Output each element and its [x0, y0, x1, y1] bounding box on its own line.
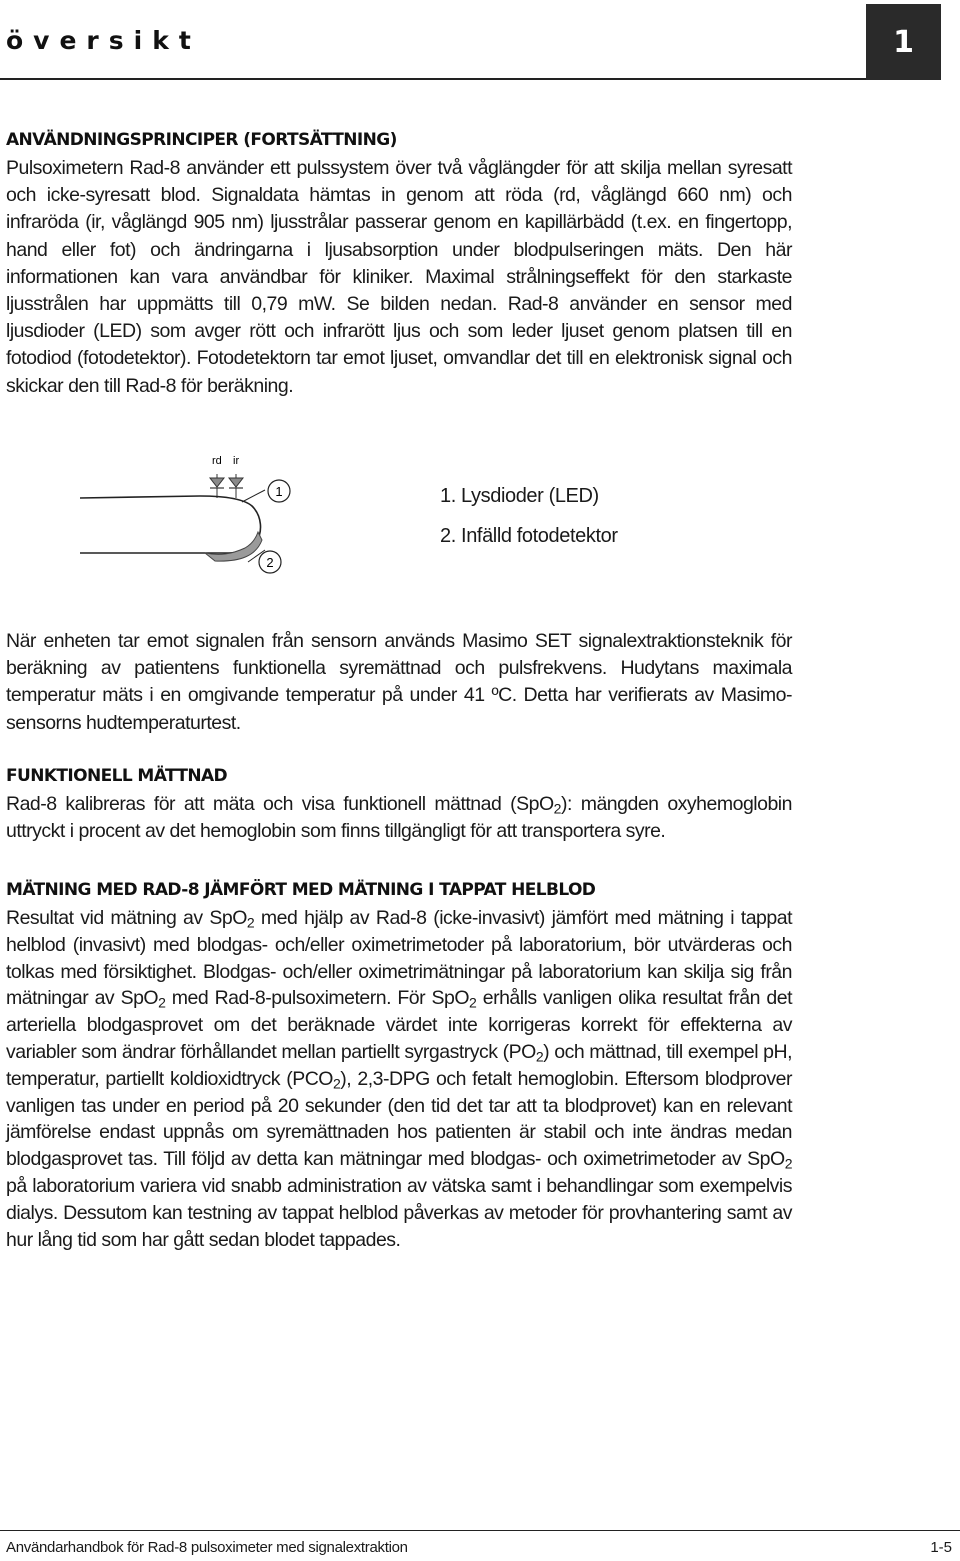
page-header: [0, 0, 960, 80]
chapter-number-badge: 1: [866, 4, 941, 80]
callout-1-label: 1: [275, 484, 283, 499]
section-functional-saturation: [6, 766, 792, 845]
signal-paragraph: När enheten tar emot signalen från sensorn används Masimo SET signalextraktionsteknik för beräkning av patientens funktionella syremättnad och pulsfrekvens. Hudytans maximala temperatur mäts i en omgivande temperatur på under 41 ºC. Detta har verifierats av Masimo-sensorns hudtemperaturtest.: [6, 630, 792, 734]
diagram-legend: [440, 485, 618, 565]
finger-outline: [80, 496, 261, 553]
diagram-label-rd: rd: [212, 455, 222, 467]
section-comparison: [6, 880, 792, 1253]
callout-2-label: 2: [266, 555, 274, 570]
comparison-paragraph: Resultat vid mätning av SpO$_2$ med hjälp av Rad-8 (icke-invasivt) jämfört med mätning i tappat helblod (invasivt) med blodgas- och/eller oximetrimetoder på laboratorium, bör utvärderas och tolkas med försiktighet. Blodgas- och/eller oximetrimätningar på laboratorium kan skilja sig från mätningar av SpO$_2$ med Rad-8-pulsoximetern. För SpO$_2$ erhålls vanligen olika resultat från det arteriella blodgasprovet om det beräknade värdet inte korrigeras korrekt för effekterna av variabler som ändrar förhållandet mellan partiellt syrgastryck $(PO_2)$ och mättnad, till exempel pH, temperatur, partiellt koldioxidtryck $(PCO_2)$, 2,3-DPG och fetalt hemoglobin. Eftersom blodprover vanligen tas under en period på 20 sekunder (den tid det tar att ta blodprovet) kan en relevant jämförelse endast uppnås om syremättnaden hos patienten är stabil och inte ändras medan blodgasprovet tas. Till följd av detta kan mätningar med blodgas- och oximetrimetoder av SpO$_2$ på laboratorium variera vid snabb administration av vätska samt i behandlingar som exempelvis dialys. Dessutom kan testning av tappat helblod påverkas av metoder för provhantering samt av hur lång tid som har gått sedan blodet tappades.: [6, 907, 792, 1251]
led-icon: [210, 474, 243, 498]
sensor-diagram: [80, 450, 320, 580]
functional-saturation-heading: FUNKTIONELL MÄTTNAD: [6, 766, 228, 786]
footer-manual-title: Användarhandbok för Rad-8 pulsoximeter med signalextraktion: [6, 1539, 408, 1556]
section-principles: [6, 130, 792, 400]
section-title: översikt: [6, 26, 201, 55]
principles-heading: ANVÄNDNINGSPRINCIPER (FORTSÄTTNING): [6, 130, 397, 150]
header-divider: [0, 78, 868, 80]
photodetector-icon: [205, 532, 262, 561]
footer-divider: [0, 1530, 960, 1531]
comparison-heading: MÄTNING MED RAD-8 JÄMFÖRT MED MÄTNING I TAPPAT HELBLOD: [6, 880, 596, 900]
footer-page-number: 1-5: [930, 1539, 952, 1556]
principles-paragraph: Pulsoximetern Rad-8 använder ett pulssystem över två våglängder för att skilja mellan syresatt och icke-syresatt blod. Signaldata hämtas in genom att röda (rd, våglängd 660 nm) och infraröda (ir, våglängd 905 nm) ljusstrålar passerar genom en kapillärbädd (t.ex. en fingertopp, hand eller fot) och ändringarna i ljusabsorption under blodpulseringen mäts. Den här informationen kan vara användbar för kliniker. Maximal strålningseffekt för den starkaste ljusstrålen har uppmätts till 0,79 mW. Se bilden nedan. Rad-8 använder en sensor med ljusdioder (LED) som avger rött och infrarött ljus och som leder ljuset genom platsen till en fotodiod (fotodetektor). Fotodetektorn tar emot ljuset, omvandlar det till en elektronisk signal och skickar den till Rad-8 för beräkning.: [6, 157, 792, 397]
legend-item-photodetector: 2. Infälld fotodetektor: [440, 525, 618, 547]
section-signal: [6, 628, 792, 737]
functional-saturation-paragraph: Rad-8 kalibreras för att mäta och visa funktionell mättnad (SpO$_2$): mängden oxyhemoglobin uttryckt i procent av det hemoglobin som finns tillgängligt för att transportera syre.: [6, 793, 792, 843]
legend-item-led: 1. Lysdioder (LED): [440, 485, 599, 507]
diagram-label-ir: ir: [233, 455, 240, 467]
